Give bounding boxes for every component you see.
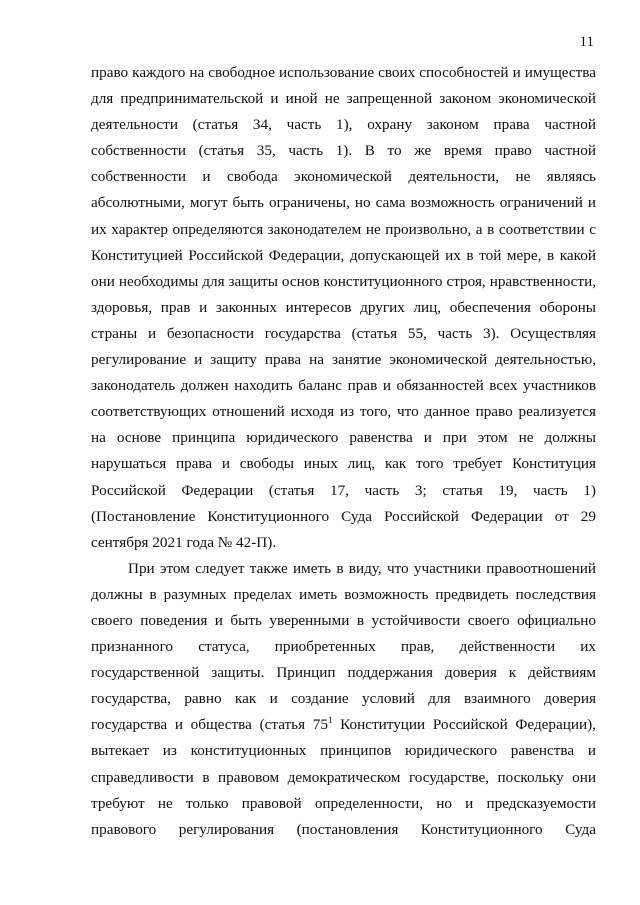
text-line: регулирование и защиту права на занятие экономической деятельностью, <box>91 351 596 369</box>
text-line: справедливости в правовом демократическом государстве, поскольку они <box>91 768 596 786</box>
text-line: на основе принципа юридического равенства и при этом не должны <box>91 429 596 447</box>
text-fragment: государства и общества (статья 75 <box>91 716 328 734</box>
text-line: правового регулирования (постановления Конституционного Суда <box>91 820 596 838</box>
paragraph <box>91 60 596 556</box>
document-body <box>91 60 596 843</box>
text-line: страны и безопасности государства (статья 55, часть 3). Осуществляя <box>91 324 596 342</box>
text-fragment: Конституции Российской Федерации), <box>332 716 596 734</box>
text-line: Конституцией Российской Федерации, допускающей их в той мере, в какой <box>91 246 596 264</box>
text-line: государственной защиты. Принцип поддержания доверия к действиям <box>91 664 596 682</box>
text-line: При этом следует также иметь в виду, что участники правоотношений <box>128 559 596 577</box>
text-line: должны в разумных пределах иметь возможность предвидеть последствия <box>91 585 596 603</box>
text-line: абсолютными, могут быть ограничены, но сама возможность ограничений и <box>91 194 596 212</box>
text-line: государства, равно как и создание условий для взаимного доверия <box>91 690 596 708</box>
text-line: деятельности (статья 34, часть 1), охрану законом права частной <box>91 116 596 134</box>
text-line: Российской Федерации (статья 17, часть 3; статья 19, часть 1) <box>91 481 596 499</box>
text-line: своего поведения и быть уверенными в устойчивости своего официально <box>91 611 596 629</box>
text-line: они необходимы для защиты основ конституционного строя, нравственности, <box>91 272 596 290</box>
text-line: законодатель должен находить баланс прав и обязанностей всех участников <box>91 377 596 395</box>
text-line: сентября 2021 года № 42-П). <box>91 533 277 551</box>
text-line-with-superscript <box>91 712 596 738</box>
text-line: вытекает из конституционных принципов юридического равенства и <box>91 742 596 760</box>
text-line: право каждого на свободное использование своих способностей и имущества <box>91 64 596 81</box>
text-line: (Постановление Конституционного Суда Российской Федерации от 29 <box>91 507 596 525</box>
paragraph <box>91 556 596 843</box>
text-line: требуют не только правовой определенности, но и предсказуемости <box>91 794 596 812</box>
text-line: их характер определяются законодателем не произвольно, а в соответствии с <box>91 220 596 238</box>
text-line: собственности (статья 35, часть 1). В то же время право частной <box>91 142 596 160</box>
text-line: соответствующих отношений исходя из того, что данное право реализуется <box>91 403 596 421</box>
text-line: нарушаться права и свободы иных лиц, как того требует Конституция <box>91 455 596 473</box>
text-line: признанного статуса, приобретенных прав, действенности их <box>91 638 596 656</box>
text-line: собственности и свобода экономической деятельности, не являясь <box>91 168 596 186</box>
superscript-index: 1 <box>327 715 333 726</box>
page-number: 11 <box>579 34 594 50</box>
text-line: здоровья, прав и законных интересов других лиц, обеспечения обороны <box>91 298 596 316</box>
text-line: для предпринимательской и иной не запрещенной законом экономической <box>91 90 596 108</box>
